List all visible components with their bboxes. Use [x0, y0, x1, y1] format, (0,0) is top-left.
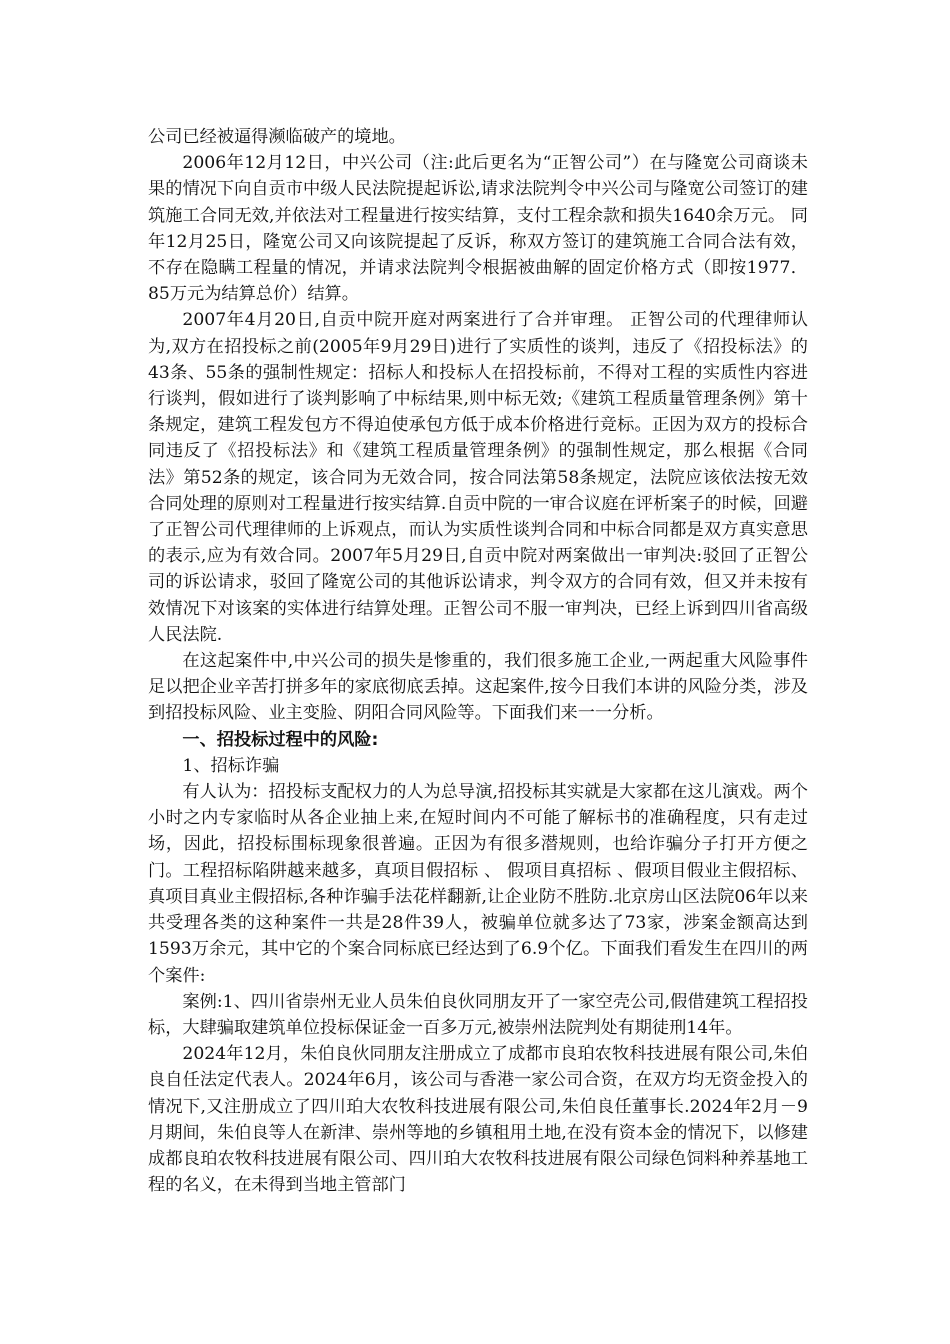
- paragraph: 案例:1、四川省崇州无业人员朱伯良伙同朋友开了一家空壳公司,假借建筑工程招投标，大肆骗取建筑单位投标保证金一百多万元,被崇州法院判处有期徒刑14年。: [148, 991, 808, 1038]
- paragraph: 2006年12月12日，中兴公司（注:此后更名为“正智公司”）在与隆宽公司商谈未果的情况下向自贡市中级人民法院提起诉讼,请求法院判令中兴公司与隆宽公司签订的建筑施工合同无效,并依法对工程量进行按实结算，支付工程余款和损失1640余万元。 同年12月25日，隆宽公司又向该院提起了反诉，称双方签订的建筑施工合同合法有效，不存在隐瞒工程量的情况，并请求法院判令根据被曲解的固定价格方式（即按1977．85万元为结算总价）结算。: [148, 153, 808, 305]
- paragraph: 在这起案件中,中兴公司的损失是惨重的，我们很多施工企业,一两起重大风险事件足以把企业辛苦打拼多年的家底彻底丢掉。这起案件,按今日我们本讲的风险分类，涉及到招投标风险、业主变脸、阴阳合同风险等。下面我们来一一分析。: [148, 651, 808, 724]
- subheading: 1、招标诈骗: [182, 755, 280, 776]
- paragraph: 有人认为：招投标支配权力的人为总导演,招投标其实就是大家都在这儿演戏。两个小时之内专家临时从各企业抽上来,在短时间内不可能了解标书的准确程度，只有走过场，因此，招投标围标现象很普遍。正因为有很多潜规则，也给诈骗分子打开方便之门。工程招标陷阱越来越多，真项目假招标 、 假项目真招标 、假项目假业主假招标、 真项目真业主假招标,各种诈骗手法花样翻新,让企业防不胜防.北京房山区法院06年以来共受理各类的这种案件一共是28件39人，被骗单位就多达了73家，涉案金额高达到1593万余元，其中它的个案合同标底已经达到了6.9个亿。下面我们看发生在四川的两个案件:: [148, 782, 808, 986]
- paragraph: 2007年4月20日,自贡中院开庭对两案进行了合并审理。 正智公司的代理律师认为,双方在招投标之前(2005年9月29日)进行了实质性的谈判，违反了《招投标法》的43条、55条的强制性规定：招标人和投标人在招投标前，不得对工程的实质性内容进行谈判，假如进行了谈判影响了中标结果,则中标无效;《建筑工程质量管理条例》第十条规定，建筑工程发包方不得迫使承包方低于成本价格进行竞标。正因为双方的投标合同违反了《招投标法》和《建筑工程质量管理条例》的强制性规定，那么根据《合同法》第52条的规定，该合同为无效合同，按合同法第58条规定，法院应该依法按无效合同处理的原则对工程量进行按实结算.自贡中院的一审合议庭在评析案子的时候，回避了正智公司代理律师的上诉观点，而认为实质性谈判合同和中标合同都是双方真实意思的表示,应为有效合同。2007年5月29日,自贡中院对两案做出一审判决:驳回了正智公司的诉讼请求，驳回了隆宽公司的其他诉讼请求，判令双方的合同有效，但又并未按有效情况下对该案的实体进行结算处理。正智公司不服一审判决，已经上诉到四川省高级人民法院.: [148, 310, 808, 645]
- document-body: [148, 124, 808, 1198]
- paragraph: 2024年12月，朱伯良伙同朋友注册成立了成都市良珀农牧科技进展有限公司,朱伯良自任法定代表人。2024年6月，该公司与香港一家公司合资，在双方均无资金投入的情况下,又注册成立了四川珀大农牧科技进展有限公司,朱伯良任董事长.2024年2月－9月期间，朱伯良等人在新津、崇州等地的乡镇租用土地,在没有资本金的情况下，以修建成都良珀农牧科技进展有限公司、四川珀大农牧科技进展有限公司绿色饲料种养基地工程的名义，在未得到当地主管部门: [148, 1044, 808, 1196]
- section-heading: 一、招投标过程中的风险:: [182, 729, 379, 750]
- paragraph: 公司已经被逼得濒临破产的境地。: [148, 127, 406, 147]
